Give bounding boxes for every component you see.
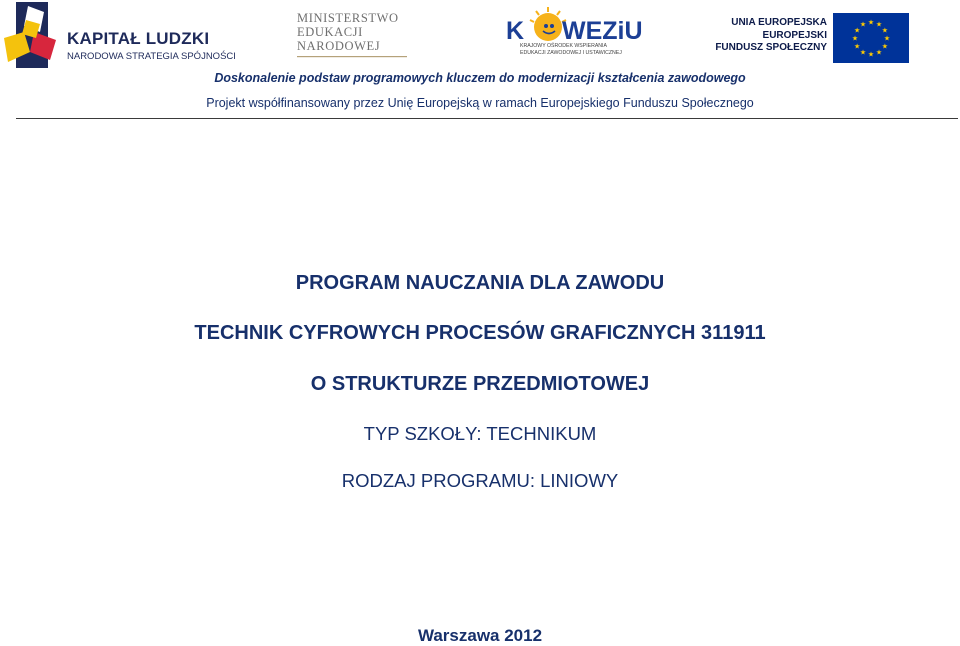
- ministerstwo-line-3: NARODOWEJ: [297, 39, 381, 53]
- program-title: PROGRAM NAUCZANIA DLA ZAWODU: [295, 272, 665, 294]
- unia-line-1: UNIA EUROPEJSKA: [731, 17, 827, 28]
- koweziu-sun-icon: [500, 5, 643, 45]
- koweziu-line-2: EDUKACJI ZAWODOWEJ I USTAWICZNEJ: [520, 49, 622, 56]
- kapital-ludzki-emblem-icon: [4, 2, 60, 68]
- program-structure: O STRUKTURZE PRZEDMIOTOWEJ: [310, 373, 650, 395]
- program-type: RODZAJ PROGRAMU: LINIOWY: [341, 470, 619, 491]
- svg-text:★: ★: [867, 50, 875, 59]
- svg-text:★: ★: [853, 26, 861, 35]
- svg-text:WEZiU: WEZiU: [562, 17, 643, 45]
- koweziu-subtitle: [520, 43, 622, 56]
- project-title: Doskonalenie podstaw programowych kluczem do modernizacji kształcenia zawodowego: [214, 71, 746, 85]
- unia-line-3: FUNDUSZ SPOŁECZNY: [715, 42, 827, 53]
- eu-flag-icon: [833, 13, 909, 63]
- svg-text:★: ★: [883, 34, 891, 43]
- svg-text:★: ★: [851, 34, 859, 43]
- svg-text:★: ★: [853, 42, 861, 51]
- ministerstwo-line-1: MINISTERSTWO: [297, 11, 399, 25]
- place-date: Warszawa 2012: [417, 626, 543, 645]
- unia-europejska-text: [715, 17, 827, 55]
- ministerstwo-rule-icon: [297, 55, 407, 58]
- profession-name: TECHNIK CYFROWYCH PROCESÓW GRAFICZNYCH 311911: [194, 322, 766, 344]
- svg-text:★: ★: [859, 20, 867, 29]
- svg-text:★: ★: [859, 48, 867, 57]
- kapital-ludzki-logo: [4, 2, 234, 68]
- koweziu-logo: [500, 5, 643, 67]
- school-type: TYP SZKOŁY: TECHNIKUM: [363, 423, 597, 444]
- kapital-ludzki-title: KAPITAŁ LUDZKI: [67, 29, 210, 48]
- svg-text:★: ★: [881, 26, 889, 35]
- header-divider: [16, 118, 958, 119]
- logo-bar: [0, 0, 960, 70]
- ministerstwo-logo: [297, 11, 417, 61]
- kapital-ludzki-subtitle: NARODOWA STRATEGIA SPÓJNOŚCI: [67, 51, 236, 62]
- svg-text:K: K: [506, 17, 525, 45]
- ministerstwo-line-2: EDUKACJI: [297, 25, 363, 39]
- unia-line-2: EUROPEJSKI: [762, 29, 827, 41]
- project-subtitle: Projekt współfinansowany przez Unię Europejską w ramach Europejskiego Funduszu Społecznego: [206, 96, 754, 110]
- svg-text:★: ★: [867, 18, 875, 27]
- svg-text:★: ★: [881, 42, 889, 51]
- svg-text:★: ★: [875, 48, 883, 57]
- koweziu-line-1: KRAJOWY OŚRODEK WSPIERANIA: [520, 43, 607, 49]
- svg-text:★: ★: [875, 20, 883, 29]
